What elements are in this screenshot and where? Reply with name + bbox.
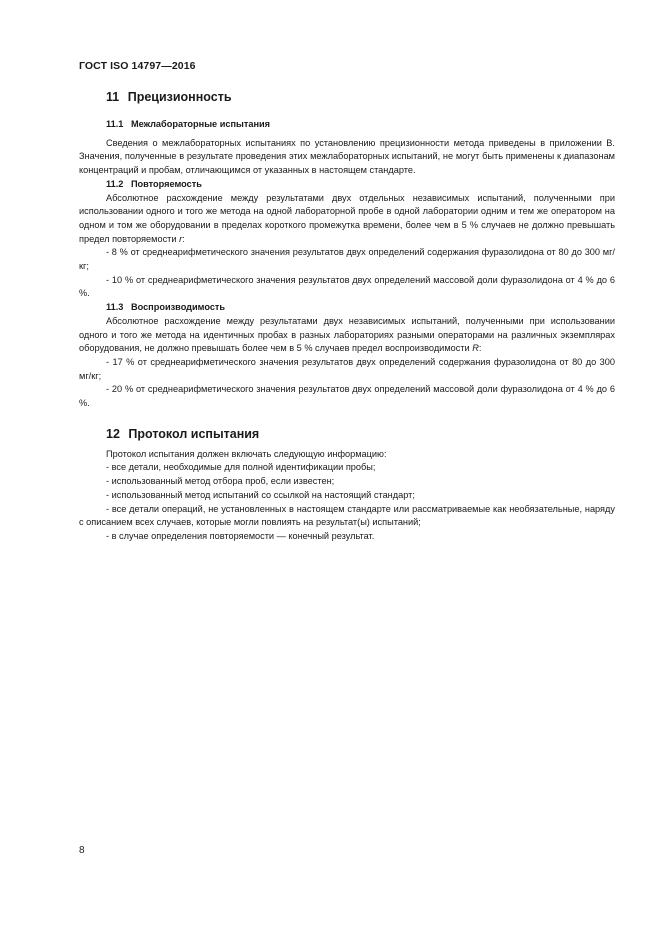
subsection-11-3-number: 11.3: [106, 302, 124, 313]
reproducibility-item-1: - 17 % от среднеарифметического значения результатов двух определений содержания фуразолидона от 80 до 300 мг/кг;: [79, 356, 615, 381]
reproducibility-item-2: - 20 % от среднеарифметического значения результатов двух определений массовой доли фуразолидона от 4 % до 6 %.: [79, 384, 615, 409]
repeatability-item-1: - 8 % от среднеарифметического значения результатов двух определений содержания фуразолидона от 80 до 300 мг/кг;: [79, 247, 615, 272]
reproducibility-symbol: R: [472, 343, 479, 354]
subsection-11-2-title: Повторяемость: [130, 178, 202, 189]
repeatability-item-2: - 10 % от среднеарифметического значения результатов двух определений массовой доли фуразолидона от 4 % до 6 %.: [79, 274, 615, 299]
subsection-11-3-title: Воспроизводимость: [130, 302, 226, 313]
protocol-item-3: - использованный метод испытаний со ссылкой на настоящий стандарт;: [106, 489, 415, 500]
subsection-11-3-text: [79, 315, 615, 356]
protocol-item-4: - все детали операций, не установленных в настоящем стандарте или рассматриваемые как необязательные, наряду с описанием всех случаев, которые могли повлиять на результат(ы) испытаний;: [79, 503, 615, 528]
reproducibility-colon: :: [478, 343, 482, 354]
subsection-11-3-heading: [106, 301, 615, 315]
section-11-heading: [106, 88, 615, 106]
subsection-11-2-text: [79, 192, 615, 247]
section-12-number: 12: [106, 426, 120, 441]
document-body: [79, 88, 615, 544]
section-11-number: 11: [106, 90, 120, 104]
repeatability-colon: :: [182, 233, 185, 244]
subsection-11-2-heading: [106, 178, 615, 192]
page-number: 8: [79, 845, 85, 856]
protocol-item-2: - использованный метод отбора проб, если известен;: [106, 476, 335, 487]
repeatability-symbol: r: [179, 233, 183, 244]
section-12-heading: [106, 425, 615, 443]
protocol-item-5: - в случае определения повторяемости — конечный результат.: [106, 530, 375, 541]
section-11-title: Прецизионность: [127, 90, 232, 104]
section-12-title: Протокол испытания: [128, 426, 260, 441]
subsection-11-1-heading: [106, 118, 615, 132]
subsection-11-1-title: Межлабораторные испытания: [130, 119, 271, 129]
subsection-11-2-number: 11.2: [106, 178, 124, 189]
protocol-item-1: - все детали, необходимые для полной идентификации пробы;: [106, 462, 376, 473]
protocol-intro: Протокол испытания должен включать следующую информацию:: [106, 448, 387, 459]
subsection-11-1-number: 11.1: [106, 119, 124, 129]
subsection-11-1-text: Сведения о межлабораторных испытаниях по установлению прецизионности метода приведены в приложении В. Значения, полученные в результате проведения этих межлабораторных испытаний, не могут быть применены к диапазонам концентраций и пробам, отличающимся от указанных в настоящем стандарте.: [79, 137, 615, 176]
document-code: ГОСТ ISO 14797—2016: [79, 60, 196, 72]
repeatability-paragraph: Абсолютное расхождение между результатами двух отдельных независимых испытаний, полученными при использовании одного и того же метода на одной лабораторной пробе в одной лаборатории одним и тем же оператором на одном и том же оборудовании в пределах короткого промежутка времени, более чем в 5 % случаев не должно превышать предел повторяемости: [79, 192, 615, 244]
reproducibility-paragraph: Абсолютное расхождение между результатами двух независимых испытаний, полученными при использовании одного и того же метода на идентичных пробах в разных лабораториях разными операторами на различных экземплярах оборудования, не должно превышать более чем в 5 % случаев предел воспроизводимости: [79, 315, 615, 354]
